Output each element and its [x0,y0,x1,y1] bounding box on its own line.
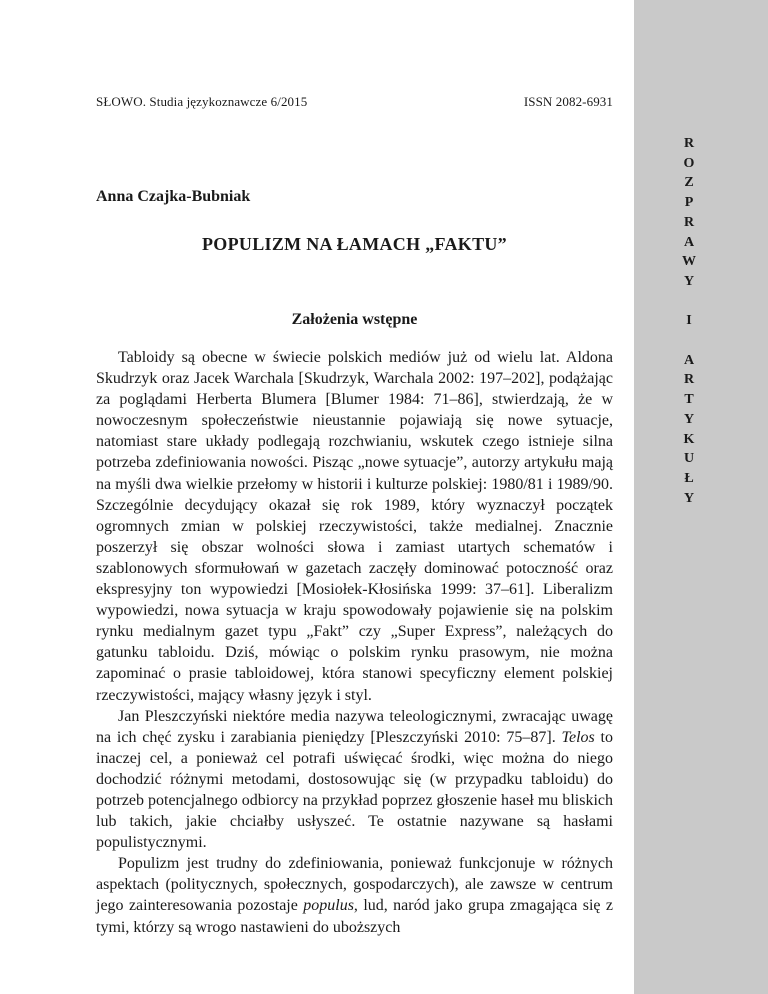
sidebar-letter: R [683,214,695,230]
paragraph-3-text-end: , lud, naród jako grupa zmagająca się z tymi, którzy są wrogo nastawieni do uboższych [96,897,613,936]
sidebar-letter: U [683,451,695,467]
section-heading: Założenia wstępne [291,311,418,328]
sidebar-letter: Z [684,175,694,191]
sidebar-spacer [634,292,744,312]
sidebar-letter: Y [683,490,695,506]
sidebar-letter: Y [683,411,695,427]
sidebar-letter: T [684,392,694,408]
paragraph-2-text-start: Jan Pleszczyński niektóre media nazywa teleologicznymi, zwracając uwagę na ich chęć zysku i zarabiania pieniędzy [Pleszczyński 2010: 75–87]. [96,707,613,746]
author-name: Anna Czajka-Bubniak [96,188,251,205]
sidebar-letter: Ł [684,470,694,486]
sidebar-letter: R [683,372,695,388]
sidebar-letter: A [683,234,695,250]
paragraph-1: Tabloidy są obecne w świecie polskich mediów już od wielu lat. Aldona Skudrzyk oraz Jacek Warchala [Skudrzyk, Warchala 2002: 197–202], podążając za poglądami Herberta Blumera [Blumer 1984: 71–86], stwierdzają, że w nowoczesnym społeczeństwie nieustannie pojawiają się nowe sytuacje, natomiast stare układy podlegają rozchwianiu, wskutek czego istnieje silna potrzeba zdefiniowania nowości. Pisząc „nowe sytuacje”, autorzy artykułu mają na myśli dwa wielkie przełomy w historii i kulturze polskiej: 1980/81 i 1989/90. Szczególnie decydujący okazał się rok 1989, który wyznaczył początek ogromnych zmian w polskiej rzeczywistości, także medialnej. Znacznie poszerzył się obszar wolności słowa i zamiast utartych schematów i szablonowych sformułowań w gazetach zaczęły dominować potoczność oraz ekspresyjny ton wypowiedzi [Mosiołek-Kłosińska 1999: 37–61]. Liberalizm wypowiedzi, nowa sytuacja w kraju spowodowały pojawienie się na polskim rynku medialnym gazet typu „Fakt” czy „Super Express”, należących do gatunku tabloidu. Dziś, mówiąc o polskim rynku prasowym, nie można zapominać o prasie tabloidowej, która stanowi specyficzny element polskiej rzeczywistości, mający własny język i styl. [96,349,613,704]
sidebar-letter: K [683,431,695,447]
article-body [96,347,613,938]
running-header [96,94,613,110]
sidebar-letter: A [683,352,695,368]
paragraph-2-text-end: to inaczej cel, a ponieważ cel potrafi uświęcać środki, więc można do niego dochodzić różnymi metodami, dostosowując się (w przypadku tabloidu) do potrzeb potencjalnego odbiorcy na przykład poprzez głoszenie haseł mu bliskich lub takich, jakie chciałby usłyszeć. Te ostatnie nazywane są hasłami populistycznymi. [96,728,613,852]
paragraph-3-italic-term: populus [303,897,354,915]
paragraph-2-italic-term: Telos [561,728,595,746]
sidebar-section-label [634,134,744,508]
sidebar-letter: R [683,136,695,151]
paragraph-2 [96,706,613,854]
issn-number: ISSN 2082-6931 [523,94,613,109]
sidebar-letter: P [684,195,694,211]
journal-name: SŁOWO. Studia językoznawcze 6/2015 [96,94,308,109]
paragraph-3-text-start: Populizm jest trudny do zdefiniowania, ponieważ funkcjonuje w różnych aspektach (politycznych, społecznych, gospodarczych), ale zawsze w centrum jego zainteresowania pozostaje [96,855,613,915]
paragraph-3 [96,853,613,937]
sidebar-letter: O [683,155,695,171]
article-title: POPULIZM NA ŁAMACH „FAKTU” [202,234,507,254]
sidebar-spacer [634,331,744,351]
sidebar-letter: Y [683,273,695,289]
section-sidebar [634,0,768,994]
sidebar-letter: W [682,254,696,270]
sidebar-letter: I [686,313,692,329]
